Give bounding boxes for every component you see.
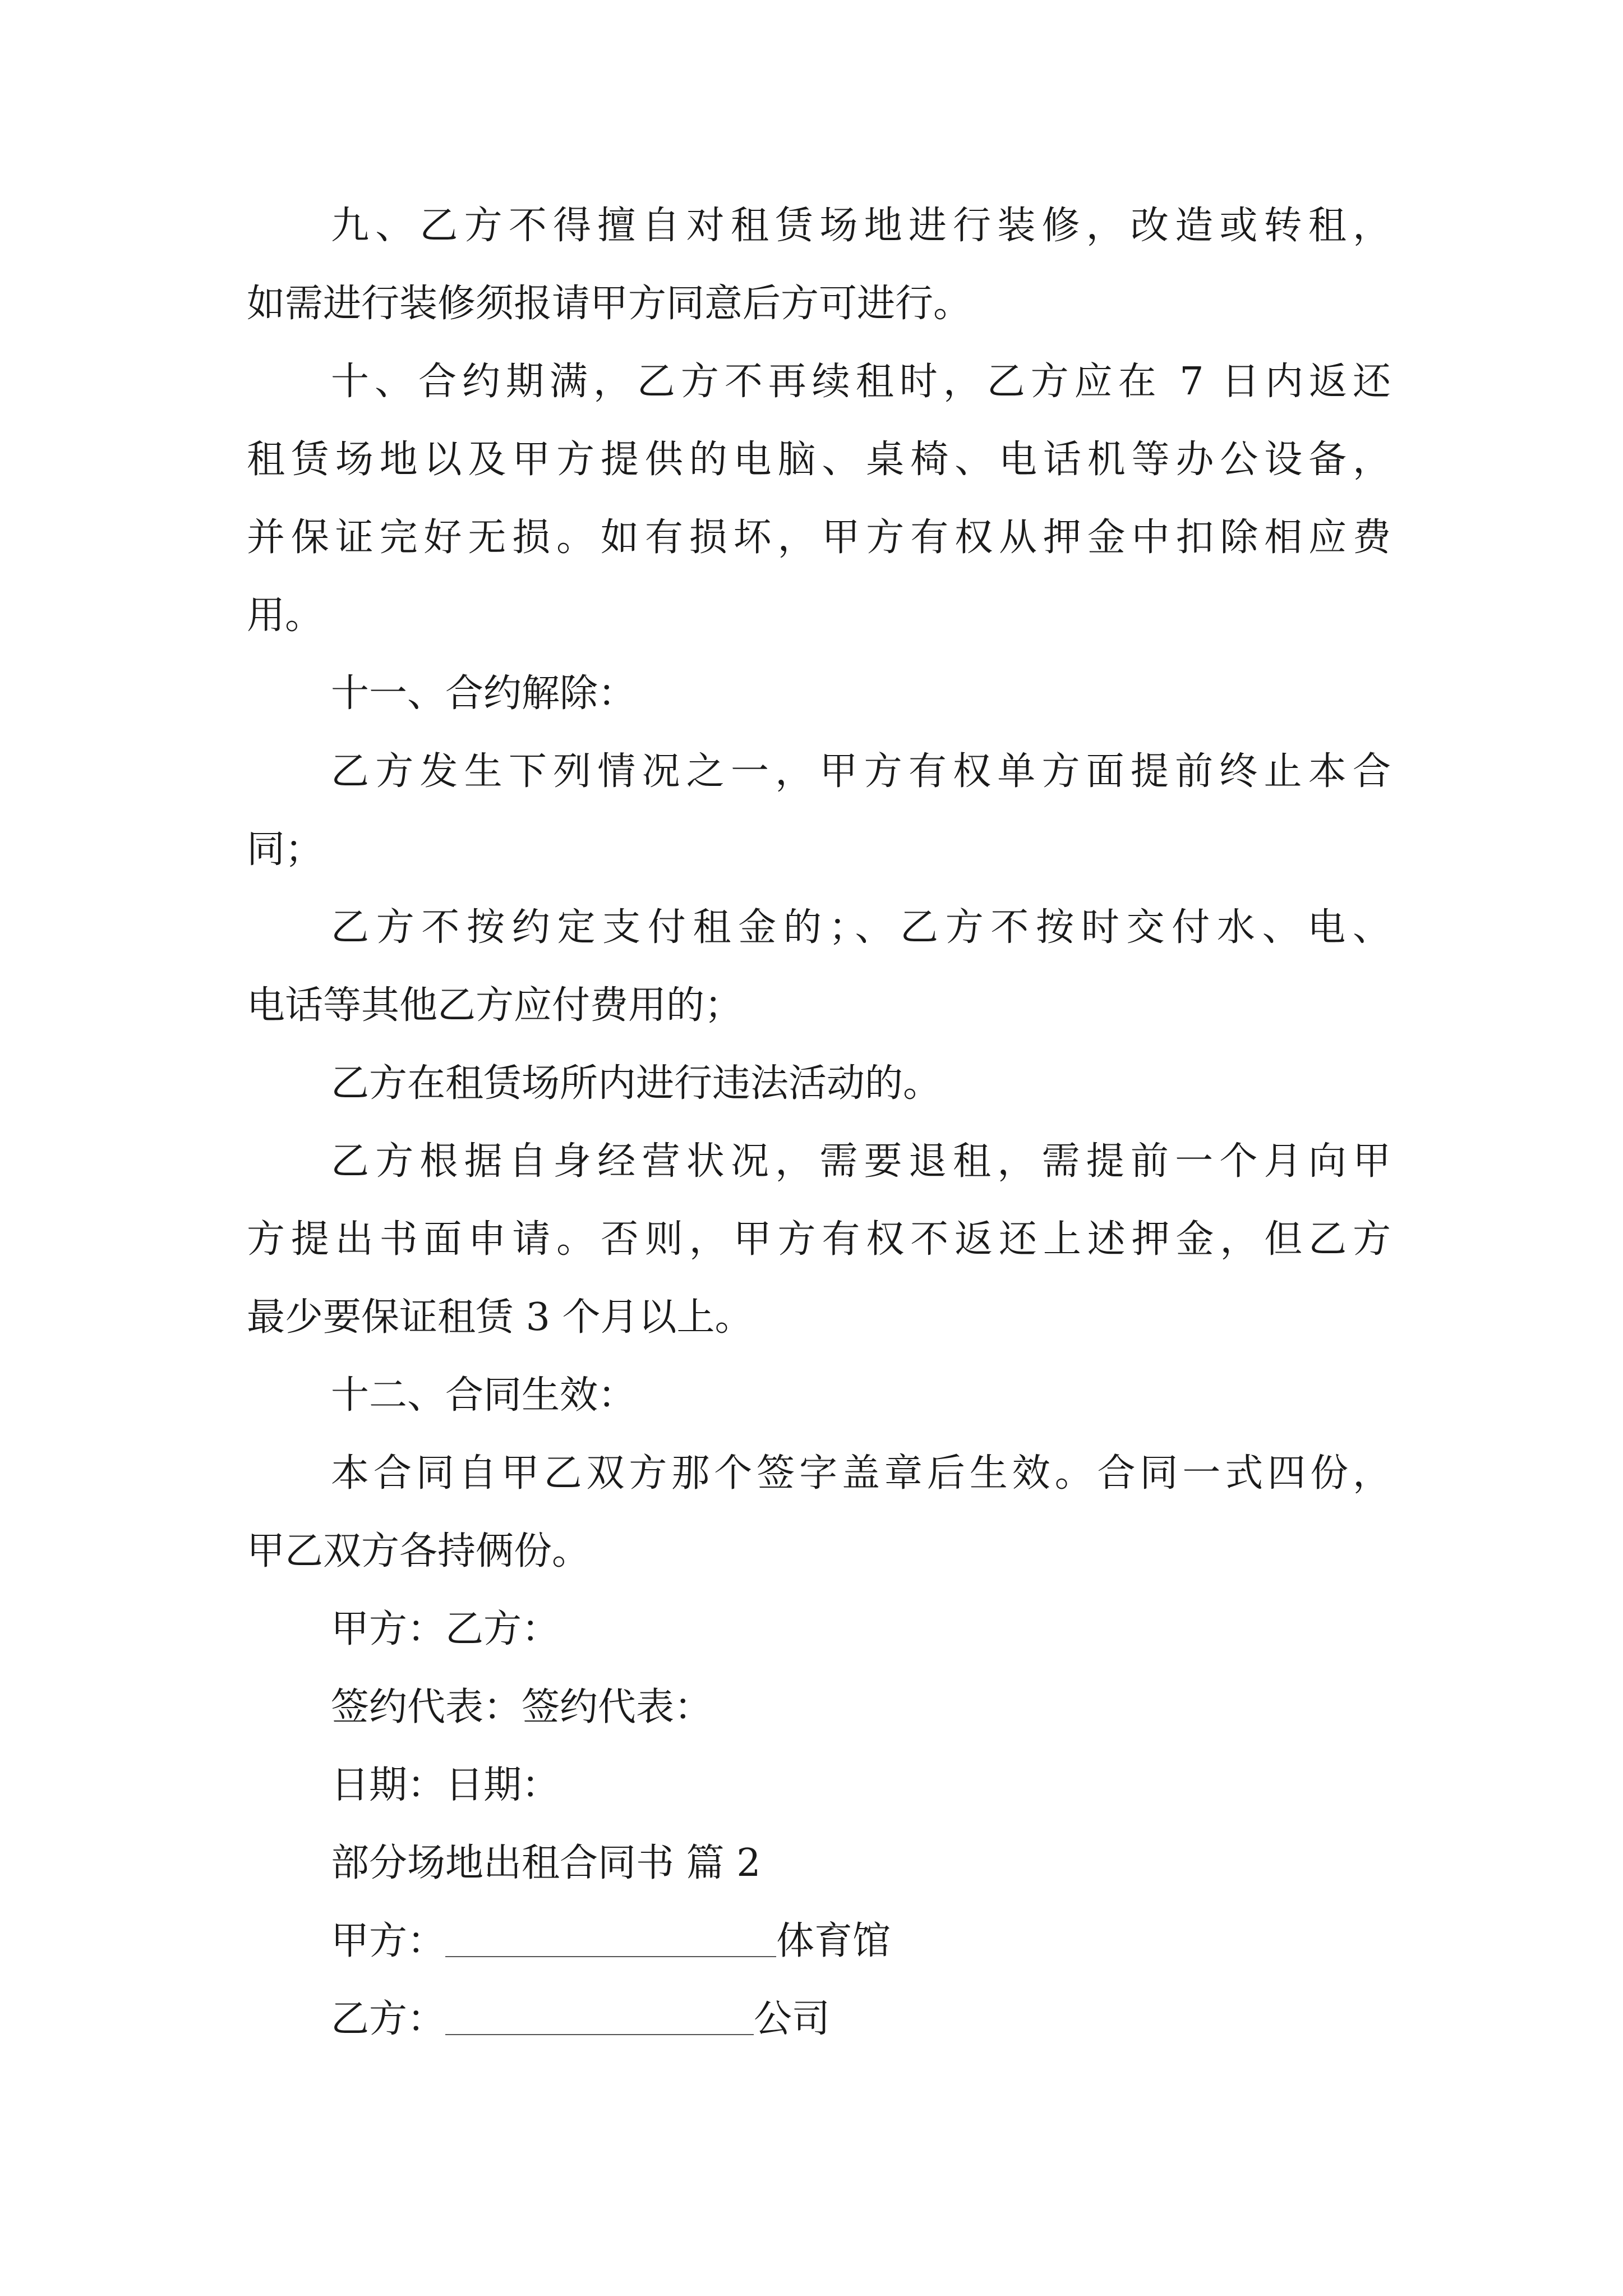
clause-11-item-3-line-1: 乙方根据自身经营状况，需要退租，需提前一个月向甲: [331, 1139, 1391, 1184]
clause-10-line-3: 并保证完好无损。如有损坏，甲方有权从押金中扣除相应费: [247, 516, 1391, 560]
clause-11-item-1-line-1: 乙方不按约定支付租金的；、乙方不按时交付水、电、: [331, 905, 1391, 950]
clause-11-item-3-line-3: 最少要保证租赁 3 个月以上。: [247, 1295, 753, 1340]
signature-dates: 日期：日期：: [331, 1763, 560, 1807]
part-2-party-b: [247, 1995, 1391, 2044]
clause-11-item-2: 乙方在租赁场所内进行违法活动的。: [331, 1061, 942, 1106]
signature-representatives: 签约代表：签约代表：: [331, 1685, 713, 1729]
part-2-party-a: [247, 1917, 1391, 1966]
clause-12-line-2: 甲乙双方各持俩份。: [247, 1529, 591, 1573]
clause-11-intro-line-1: 乙方发生下列情况之一，甲方有权单方面提前终止本合: [331, 749, 1391, 794]
document-page: [247, 202, 1391, 2044]
clause-11-item-3-line-2: 方提出书面申请。否则，甲方有权不返还上述押金，但乙方: [247, 1217, 1391, 1262]
signature-parties: 甲方：乙方：: [331, 1607, 560, 1651]
party-a-suffix: 体育馆: [776, 1919, 891, 1963]
party-b-label: 乙方：: [331, 1997, 446, 2041]
clause-10-line-1: 十、合约期满，乙方不再续租时，乙方应在 7 日内返还: [331, 360, 1391, 404]
clause-11-intro-line-2: 同；: [247, 827, 324, 872]
party-a-label: 甲方：: [331, 1919, 446, 1963]
clause-11-heading: 十一、合约解除：: [331, 671, 637, 716]
clause-9-line-1: 九、乙方不得擅自对租赁场地进行装修，改造或转租，: [331, 204, 1391, 248]
clause-12-heading: 十二、合同生效：: [331, 1373, 637, 1418]
clause-11-item-1-line-2: 电话等其他乙方应付费用的；: [247, 983, 743, 1028]
party-a-blank-field: [445, 1922, 776, 1957]
clause-9-line-2: 如需进行装修须报请甲方同意后方可进行。: [247, 282, 972, 326]
clause-10-line-2: 租赁场地以及甲方提供的电脑、桌椅、电话机等办公设备，: [247, 438, 1391, 482]
party-b-blank-field: [445, 2000, 754, 2035]
clause-12-line-1: 本合同自甲乙双方那个签字盖章后生效。合同一式四份，: [331, 1451, 1391, 1496]
clause-10-line-4: 用。: [247, 593, 324, 638]
part-2-title: 部分场地出租合同书 篇 2: [331, 1841, 761, 1885]
party-b-suffix: 公司: [754, 1997, 831, 2041]
